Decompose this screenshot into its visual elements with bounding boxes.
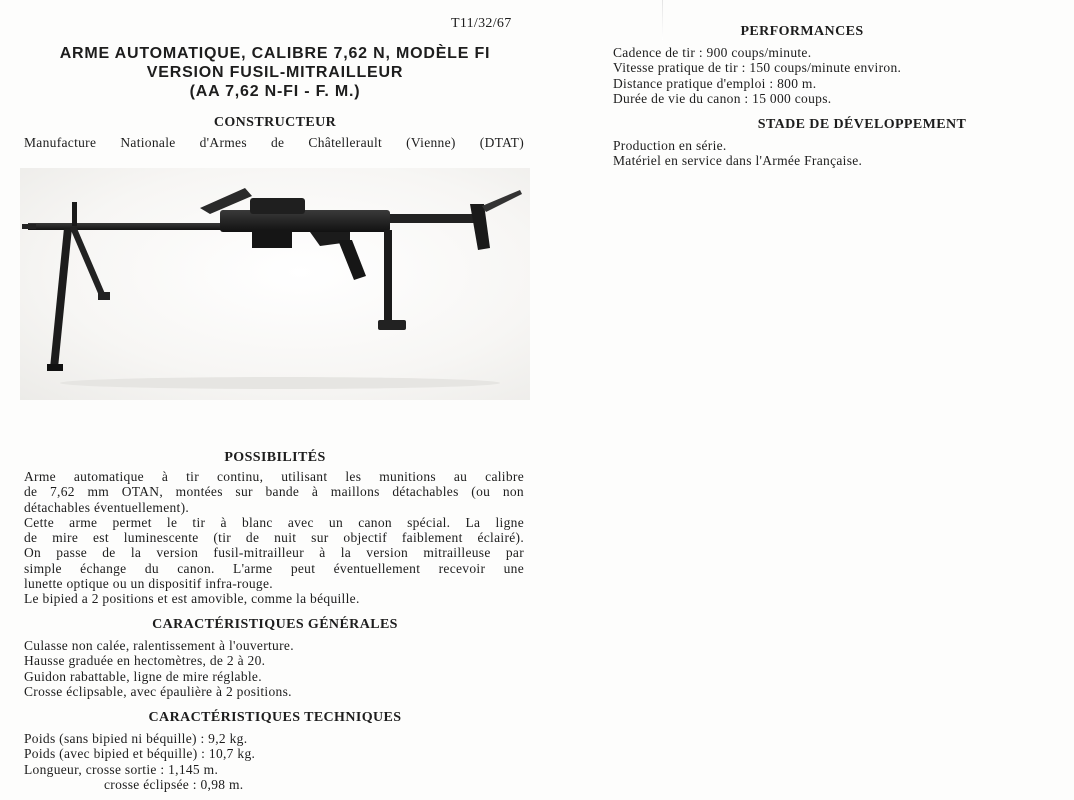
possibilites-line: détachables éventuellement). (24, 499, 190, 515)
stade-heading: STADE DE DÉVELOPPEMENT (757, 117, 967, 132)
constructeur-line: Manufacture Nationale d'Armes de Châtellerault (Vienne) (DTAT) (24, 135, 524, 150)
possibilites-heading: POSSIBILITÉS (224, 450, 326, 465)
stade-text (613, 138, 1053, 169)
machine-gun-illustration (20, 168, 530, 400)
techniques-line: Poids (avec bipied et béquille) : 10,7 kg. (24, 746, 256, 762)
constructeur-heading: CONSTRUCTEUR (213, 115, 337, 130)
possibilites-line: Arme automatique à tir continu, utilisant les munitions au calibre (24, 469, 524, 484)
caracteristiques-generales-text (24, 638, 524, 699)
techniques-line: Poids (sans bipied ni béquille) : 9,2 kg. (24, 731, 248, 746)
possibilites-line: simple échange du canon. L'arme peut éventuellement recevoir une (24, 560, 524, 576)
document-reference: T11/32/67 (451, 16, 512, 31)
techniques-line: crosse éclipsée : 0,98 m. (104, 776, 244, 792)
constructeur-text (24, 135, 524, 150)
techniques-line: Longueur, crosse sortie : 1,145 m. (24, 761, 219, 777)
possibilites-line: de 7,62 mm OTAN, montées sur bande à maillons détachables (ou non (24, 484, 524, 500)
performances-text (613, 45, 1053, 106)
generales-line: Guidon rabattable, ligne de mire réglable. (24, 668, 262, 684)
machine-gun-photo (20, 168, 530, 400)
possibilites-text (24, 469, 524, 607)
generales-line: Culasse non calée, ralentissement à l'ouverture. (24, 638, 294, 653)
generales-line: Crosse éclipsable, avec épaulière à 2 positions. (24, 683, 292, 699)
performances-heading: PERFORMANCES (740, 24, 864, 39)
possibilites-line: Cette arme permet le tir à blanc avec un canon spécial. La ligne (24, 514, 524, 530)
title-line: ARME AUTOMATIQUE, CALIBRE 7,62 N, MODÈLE FI (59, 45, 491, 62)
possibilites-line: de mire est luminescente (tir de nuit sur objectif faiblement éclairé). (24, 530, 524, 546)
performances-line: Distance pratique d'emploi : 800 m. (613, 75, 817, 91)
possibilites-line: Le bipied a 2 positions et est amovible, comme la béquille. (24, 591, 360, 607)
caracteristiques-generales-heading: CARACTÉRISTIQUES GÉNÉRALES (152, 617, 398, 632)
performances-line: Durée de vie du canon : 15 000 coups. (613, 90, 832, 106)
document-title (20, 44, 530, 101)
performances-line: Vitesse pratique de tir : 150 coups/minute environ. (613, 60, 902, 76)
performances-line: Cadence de tir : 900 coups/minute. (613, 45, 812, 60)
caracteristiques-techniques-text (24, 731, 524, 792)
possibilites-line: lunette optique ou un dispositif infra-rouge. (24, 576, 273, 592)
stade-line: Matériel en service dans l'Armée Française. (613, 153, 863, 169)
possibilites-line: On passe de la version fusil-mitrailleur à la version mitrailleuse par (24, 545, 524, 561)
generales-line: Hausse graduée en hectomètres, de 2 à 20. (24, 653, 266, 669)
caracteristiques-techniques-heading: CARACTÉRISTIQUES TECHNIQUES (148, 710, 402, 725)
stade-line: Production en série. (613, 138, 727, 153)
title-line: (AA 7,62 N-FI - F. M.) (189, 83, 361, 100)
title-line: VERSION FUSIL-MITRAILLEUR (146, 64, 404, 81)
